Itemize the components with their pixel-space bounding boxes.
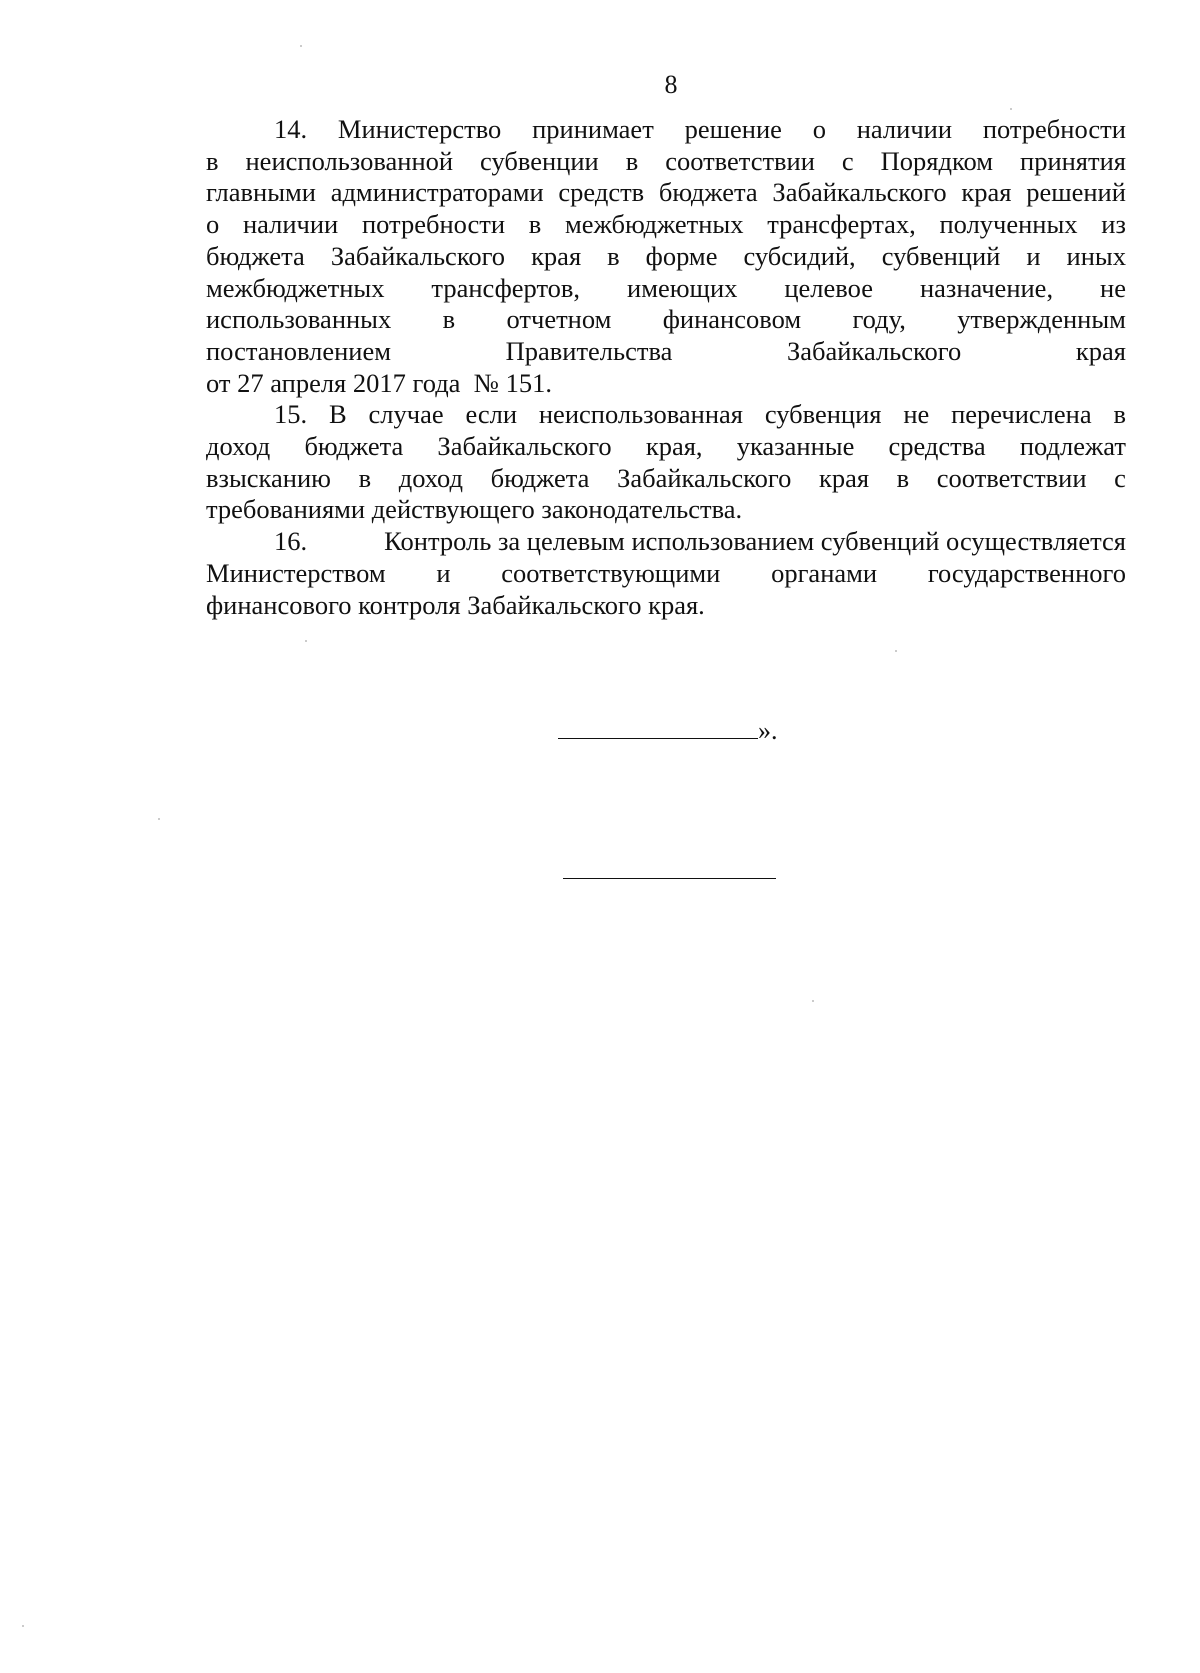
word: государственного xyxy=(927,557,1126,588)
word: решение xyxy=(684,114,782,144)
word: Забайкальского xyxy=(617,462,792,493)
word: межбюджетных xyxy=(206,272,385,303)
paragraph-number: 14. xyxy=(274,114,308,144)
word: субвенции xyxy=(480,145,599,176)
paragraph-15-first-line xyxy=(206,399,1126,431)
word: Министерством xyxy=(206,557,386,588)
word: Порядком xyxy=(880,145,994,176)
word: использованных xyxy=(206,304,392,335)
word: назначение, xyxy=(919,272,1054,303)
scan-speck xyxy=(300,45,302,47)
closing-mark xyxy=(558,716,778,746)
text-line xyxy=(206,304,1126,336)
word: в xyxy=(206,145,219,176)
word: Забайкальского xyxy=(437,431,612,462)
word: иных xyxy=(1066,240,1126,271)
closing-quote: ». xyxy=(758,716,778,745)
word: указанные xyxy=(736,431,855,462)
word: подлежат xyxy=(1019,431,1126,462)
word: взысканию xyxy=(206,462,331,493)
word: бюджета xyxy=(206,240,305,271)
word: году, xyxy=(852,304,906,335)
word: в xyxy=(358,462,372,493)
text-line xyxy=(206,146,1126,178)
word: и xyxy=(1026,240,1041,271)
text: Контроль за целевым использованием субвенций осуществляется xyxy=(384,526,1126,557)
paragraph-14-first-line xyxy=(206,114,1126,146)
word: потребности xyxy=(361,209,506,240)
word: о xyxy=(206,209,220,240)
scan-speck xyxy=(1010,108,1012,110)
word: соответствующими xyxy=(501,557,721,588)
word: отчетном xyxy=(506,304,612,335)
word: субвенция xyxy=(764,399,882,430)
word: неиспользованная xyxy=(538,399,743,430)
end-divider xyxy=(563,878,776,879)
word: Забайкальского xyxy=(772,177,947,208)
blank-line xyxy=(558,738,758,739)
word: администраторами xyxy=(330,177,544,208)
text-line xyxy=(206,336,1126,368)
word: не xyxy=(903,399,930,430)
word: края xyxy=(531,240,582,271)
word: случае xyxy=(368,399,444,430)
word: субсидий, xyxy=(743,240,856,271)
word: в xyxy=(528,209,542,240)
text-line xyxy=(206,209,1126,241)
word: полученных xyxy=(939,209,1078,240)
word: форме xyxy=(645,240,718,271)
text-line xyxy=(206,241,1126,273)
word: бюджета xyxy=(658,177,758,208)
word: и xyxy=(436,557,451,588)
word: в xyxy=(442,304,456,335)
scan-speck xyxy=(305,640,307,642)
word: не xyxy=(1100,272,1126,303)
word: финансовом xyxy=(662,304,802,335)
word: Правительства xyxy=(505,335,673,366)
word: трансфертах, xyxy=(767,209,916,240)
word: неиспользованной xyxy=(245,145,454,176)
word: трансфертов, xyxy=(431,272,581,303)
word: средства xyxy=(888,431,986,462)
paragraph-number: 16. xyxy=(274,526,308,557)
word: доход xyxy=(398,462,464,493)
word: доход xyxy=(206,431,271,462)
text-line xyxy=(206,558,1126,590)
text-line xyxy=(206,431,1126,463)
scan-speck xyxy=(158,818,160,820)
word: решений xyxy=(1026,177,1126,208)
word: утвержденным xyxy=(957,304,1126,335)
word: Забайкальского xyxy=(330,240,506,271)
paragraph-16-first-line xyxy=(206,526,1126,558)
word: средств xyxy=(558,177,645,208)
word: наличии xyxy=(856,114,953,144)
word: о xyxy=(812,114,826,144)
word: межбюджетных xyxy=(565,209,744,240)
text-line xyxy=(206,273,1126,305)
word: края xyxy=(961,177,1012,208)
word: перечислена xyxy=(951,399,1092,430)
word: Министерство xyxy=(337,114,502,144)
word: субвенций xyxy=(881,240,1001,271)
page-number: 8 xyxy=(664,70,678,99)
word: соответствии xyxy=(936,462,1087,493)
word: края xyxy=(818,462,870,493)
text-line-last: финансового контроля Забайкальского края. xyxy=(206,589,705,620)
word: края, xyxy=(645,431,703,462)
scan-speck xyxy=(812,1000,814,1002)
scan-speck xyxy=(22,1625,24,1627)
word: органами xyxy=(771,557,878,588)
text-line-last: требованиями действующего законодательства. xyxy=(206,494,743,525)
word: главными xyxy=(206,177,316,208)
document-body xyxy=(206,114,1126,621)
word: постановлением xyxy=(206,335,391,366)
text-line xyxy=(206,463,1126,495)
word: если xyxy=(465,399,518,430)
text-line xyxy=(206,177,1126,209)
word: наличии xyxy=(242,209,339,240)
word: бюджета xyxy=(304,431,404,462)
word: с xyxy=(1114,462,1126,493)
word: с xyxy=(841,145,854,176)
word: принимает xyxy=(532,114,654,144)
word: в xyxy=(625,145,639,176)
word: края xyxy=(1075,335,1126,366)
word: в xyxy=(896,462,910,493)
word: в xyxy=(1113,399,1126,430)
word: В xyxy=(328,399,347,430)
word: бюджета xyxy=(490,462,590,493)
paragraph-number: 15. xyxy=(274,399,308,430)
word: имеющих xyxy=(627,272,738,303)
word: целевое xyxy=(784,272,873,303)
word: соответствии xyxy=(665,145,815,176)
word: принятия xyxy=(1020,145,1126,176)
word: из xyxy=(1101,209,1126,240)
text-line-last: от 27 апреля 2017 года № 151. xyxy=(206,367,552,398)
word: в xyxy=(607,240,620,271)
word: Забайкальского xyxy=(787,335,962,366)
scan-speck xyxy=(895,650,897,652)
word: потребности xyxy=(982,114,1126,144)
